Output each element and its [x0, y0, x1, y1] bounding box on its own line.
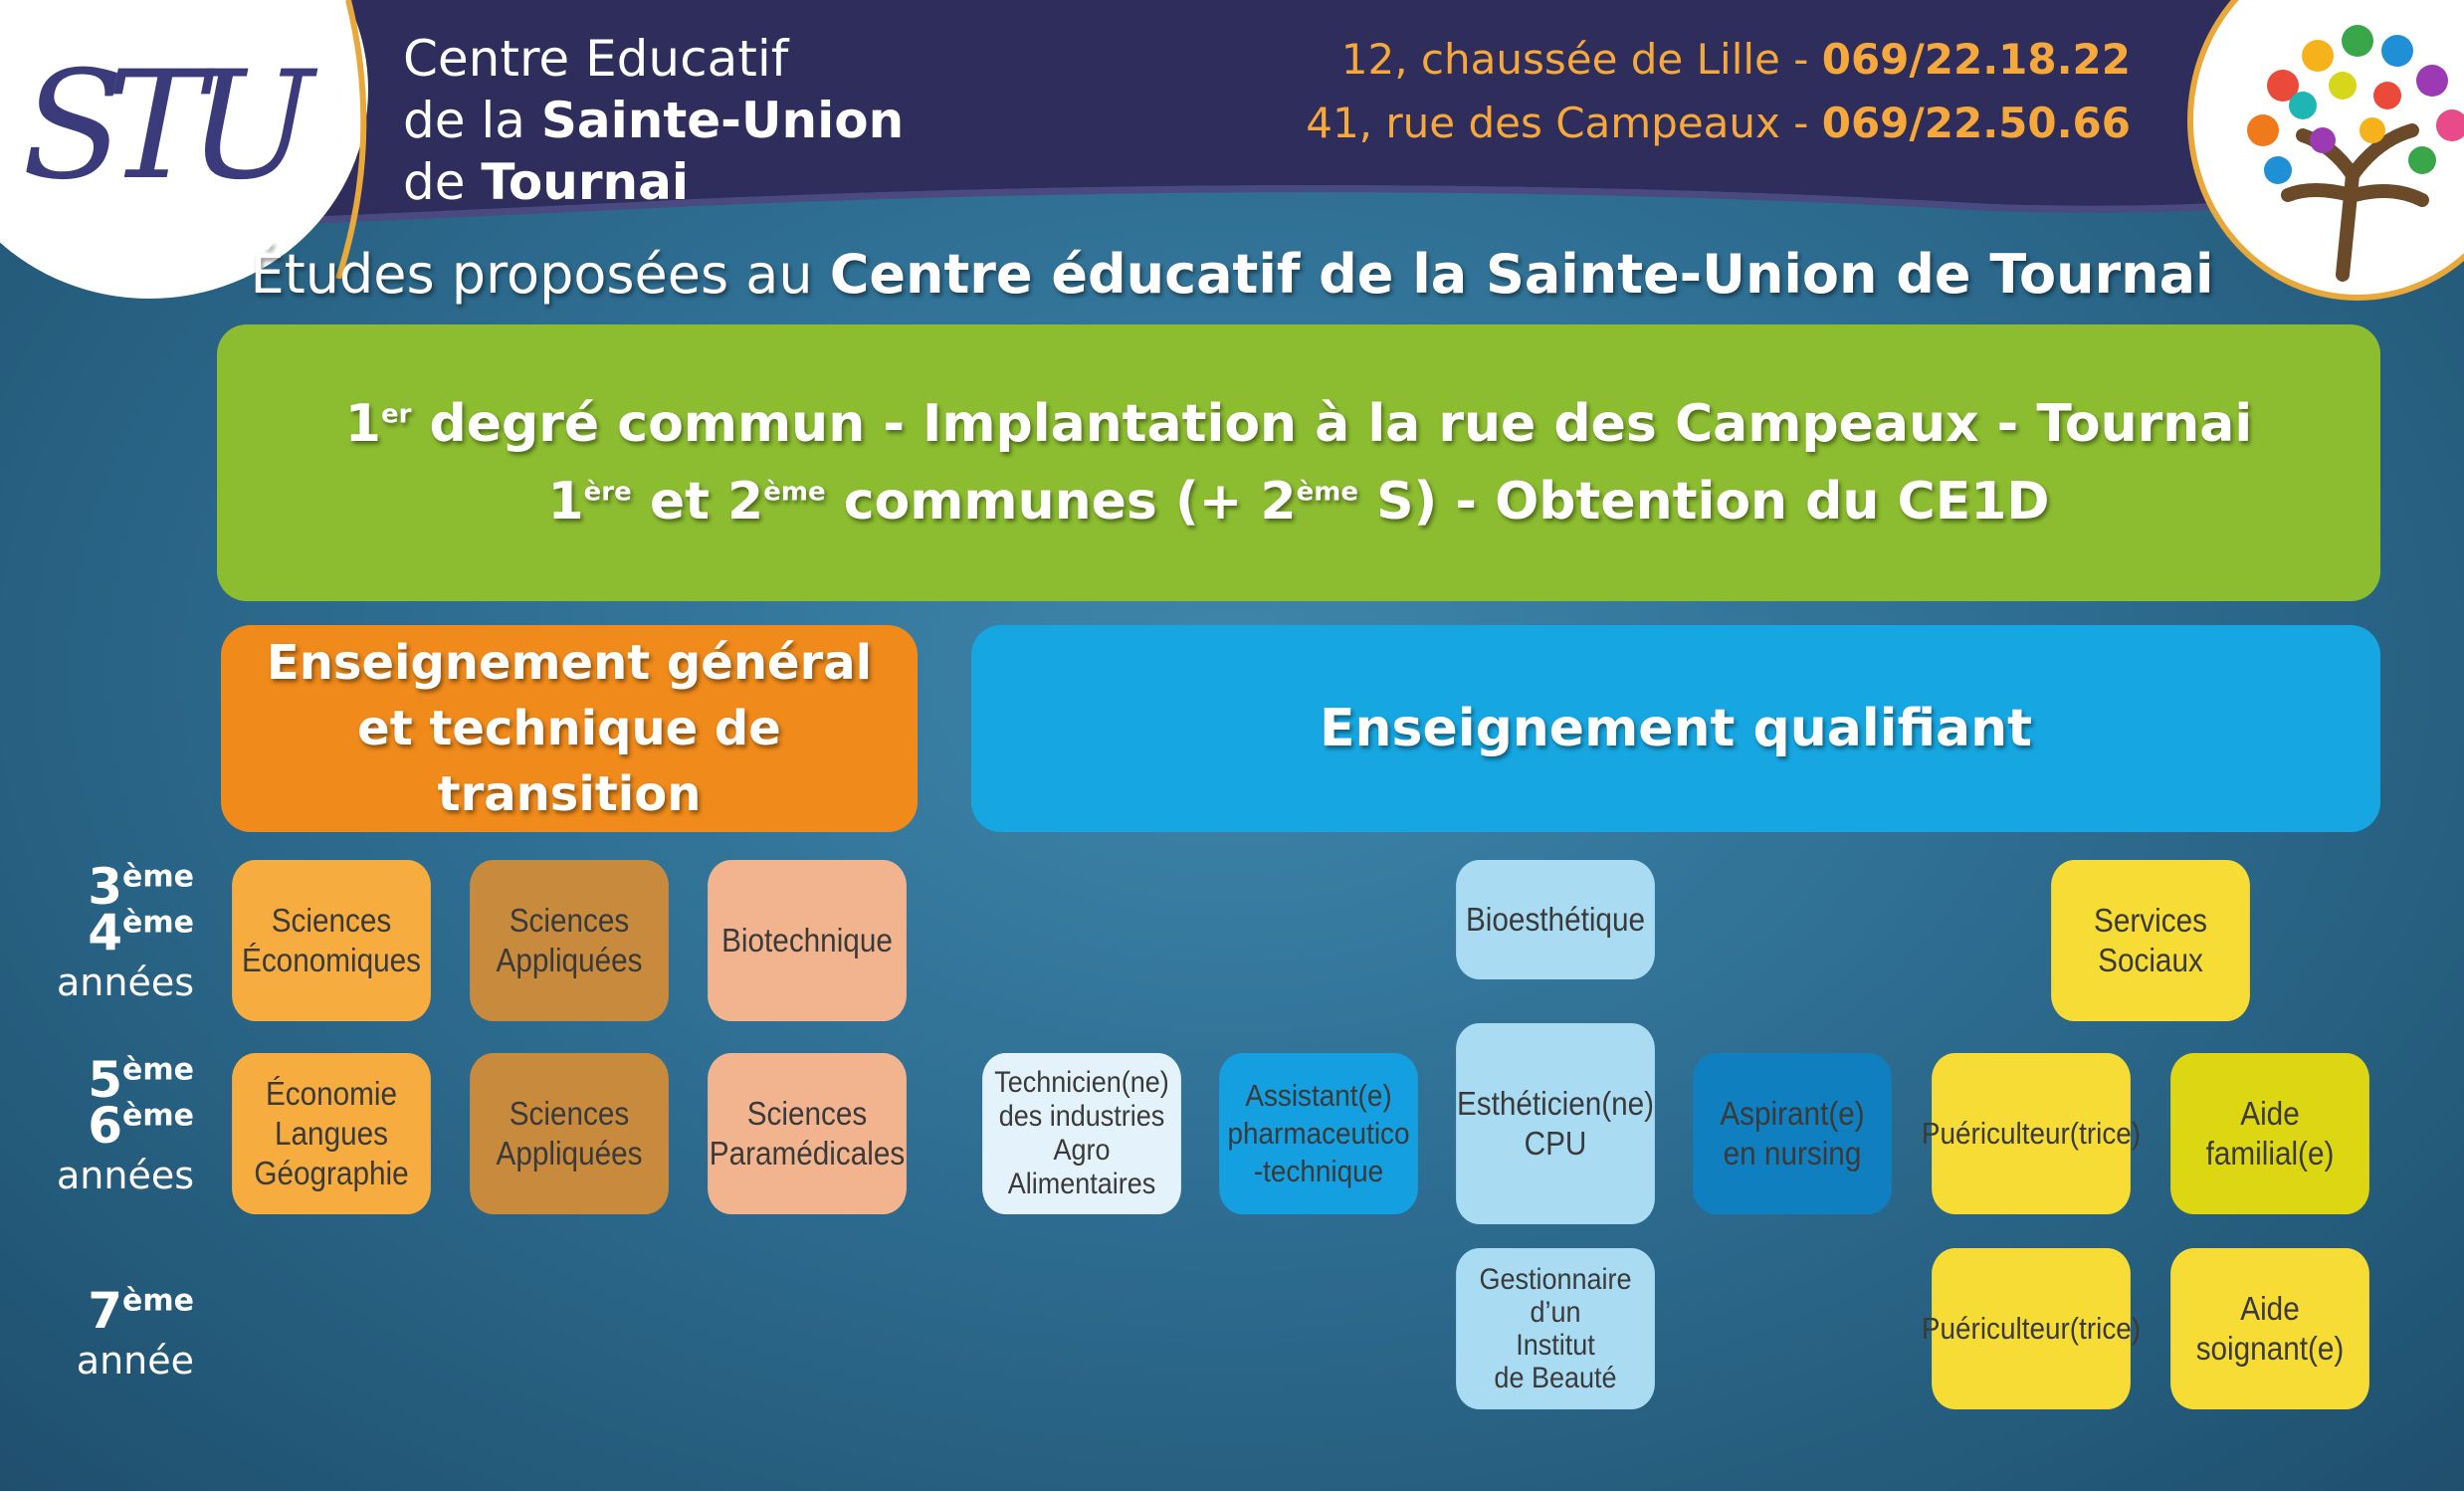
cell-text: Aide soignant(e)	[2195, 1290, 2345, 1367]
year-3-sup: ème	[122, 859, 194, 895]
cd2-sup3: ème	[1296, 477, 1358, 508]
cell-text: Puériculteur(trice)	[1921, 1311, 2142, 1346]
year-7-sup: ème	[122, 1283, 194, 1319]
cell-aide-soignant	[2170, 1248, 2369, 1409]
cd2-rest: S) - Obtention du CE1D	[1357, 472, 2050, 532]
year-4-sup: ème	[122, 905, 194, 941]
year-3-num: 3	[88, 858, 123, 916]
cell-text: Esthéticien(ne) CPU	[1456, 1085, 1655, 1162]
cell-assistant-pharma	[1219, 1053, 1418, 1214]
cell-text: Bioesthétique	[1466, 901, 1645, 938]
cd2-num1: 1	[547, 472, 584, 532]
school-name-line2-prefix: de la	[403, 92, 541, 149]
cd2-mid: et 2	[631, 472, 764, 532]
category-qualifying	[971, 625, 2380, 832]
contact-addresses	[1306, 28, 2131, 155]
cell-puericulteur-2	[1921, 1248, 2142, 1409]
cell-text: Services Sociaux	[2094, 902, 2207, 978]
year-word-7: année	[76, 1339, 194, 1383]
school-name-line3-prefix: de	[403, 153, 482, 211]
cell-sciences-paramedicales	[708, 1053, 907, 1214]
page-title-bold: Centre éducatif de la Sainte-Union de Tournai	[829, 243, 2214, 306]
cell-text: Assistant(e) pharmaceutico -technique	[1227, 1078, 1410, 1188]
address1: 12, chaussée de Lille -	[1340, 35, 1822, 84]
cell-text: Économie Langues Géographie	[254, 1075, 409, 1191]
phone2: 069/22.50.66	[1821, 99, 2131, 147]
cell-aide-familial	[2170, 1053, 2369, 1214]
school-logo: STU	[22, 40, 297, 213]
year-label-7	[15, 1282, 194, 1387]
year-label-3-4	[15, 858, 194, 1009]
phone1: 069/22.18.22	[1821, 35, 2131, 84]
cell-text: Sciences Appliquées	[496, 1095, 643, 1172]
cell-text: Aspirant(e) en nursing	[1720, 1095, 1865, 1172]
common-degree-box	[217, 324, 2380, 601]
year-5-num: 5	[88, 1051, 123, 1109]
category-general	[221, 625, 918, 832]
address2: 41, rue des Campeaux -	[1306, 99, 1822, 147]
common-degree-line1-rest: degré commun - Implantation à la rue des Campeaux - Tournai	[411, 394, 2253, 454]
year-4	[15, 904, 194, 961]
cd2-sup1: ère	[583, 477, 632, 508]
cell-text: Sciences Paramédicales	[709, 1095, 906, 1172]
cell-sciences-appliquees-1	[470, 860, 669, 1021]
year-7-num: 7	[88, 1282, 123, 1340]
cell-puericulteur-1	[1921, 1053, 2142, 1214]
page-title-prefix: Études proposées au	[250, 243, 830, 306]
year-4-num: 4	[88, 904, 123, 961]
year-6	[15, 1097, 194, 1155]
cell-technicien-agro	[982, 1053, 1181, 1214]
year-label-5-6	[15, 1051, 194, 1202]
cell-text: Technicien(ne) des industries Agro Alimentaires	[994, 1066, 1169, 1200]
cell-biotechnique	[708, 860, 907, 1021]
cell-bioesthetique	[1456, 860, 1655, 979]
cell-text: Sciences Économiques	[242, 902, 421, 978]
category-general-line1: Enseignement général	[266, 635, 873, 691]
cell-text: Sciences Appliquées	[496, 902, 643, 978]
school-name-line2-bold: Sainte-Union	[540, 92, 905, 149]
year-word-56: années	[56, 1154, 194, 1197]
cell-economie-langues	[232, 1053, 431, 1214]
year-5-sup: ème	[122, 1052, 194, 1088]
school-name	[403, 28, 904, 213]
year-6-num: 6	[88, 1097, 123, 1155]
cell-text: Biotechnique	[721, 922, 893, 958]
address-line2	[1306, 92, 2131, 155]
category-general-line2: et technique de transition	[357, 701, 781, 822]
year-word-34: années	[56, 960, 194, 1004]
year-6-sup: ème	[122, 1098, 194, 1134]
common-degree-line1-num: 1	[344, 394, 381, 454]
cell-text: Aide familial(e)	[2205, 1095, 2335, 1172]
cd2-sup2: ème	[763, 477, 826, 508]
cell-aspirant-nursing	[1693, 1053, 1892, 1214]
address-line1	[1306, 28, 2131, 92]
cell-gestionnaire-institut	[1456, 1248, 1655, 1409]
cell-sciences-appliquees-2	[470, 1053, 669, 1214]
school-name-line3-bold: Tournai	[481, 153, 689, 211]
logo-swoosh	[328, 0, 388, 279]
school-name-line1: Centre Educatif	[403, 30, 789, 88]
category-qualifying-label: Enseignement qualifiant	[1319, 699, 2032, 758]
school-name-line2	[403, 90, 904, 151]
cd2-mid2: communes (+ 2	[825, 472, 1297, 532]
common-degree-line2	[547, 463, 2049, 540]
cell-sciences-economiques	[232, 860, 431, 1021]
cell-text: Gestionnaire d’un Institut de Beauté	[1479, 1263, 1632, 1394]
common-degree-line1-sup: er	[380, 399, 412, 430]
cell-estheticien-cpu	[1456, 1023, 1655, 1224]
page-title	[0, 243, 2464, 306]
cell-services-sociaux	[2051, 860, 2250, 1021]
cell-text: Puériculteur(trice)	[1921, 1116, 2142, 1151]
common-degree-line1	[345, 385, 2252, 463]
year-7	[15, 1282, 194, 1340]
school-name-line3	[403, 151, 904, 213]
